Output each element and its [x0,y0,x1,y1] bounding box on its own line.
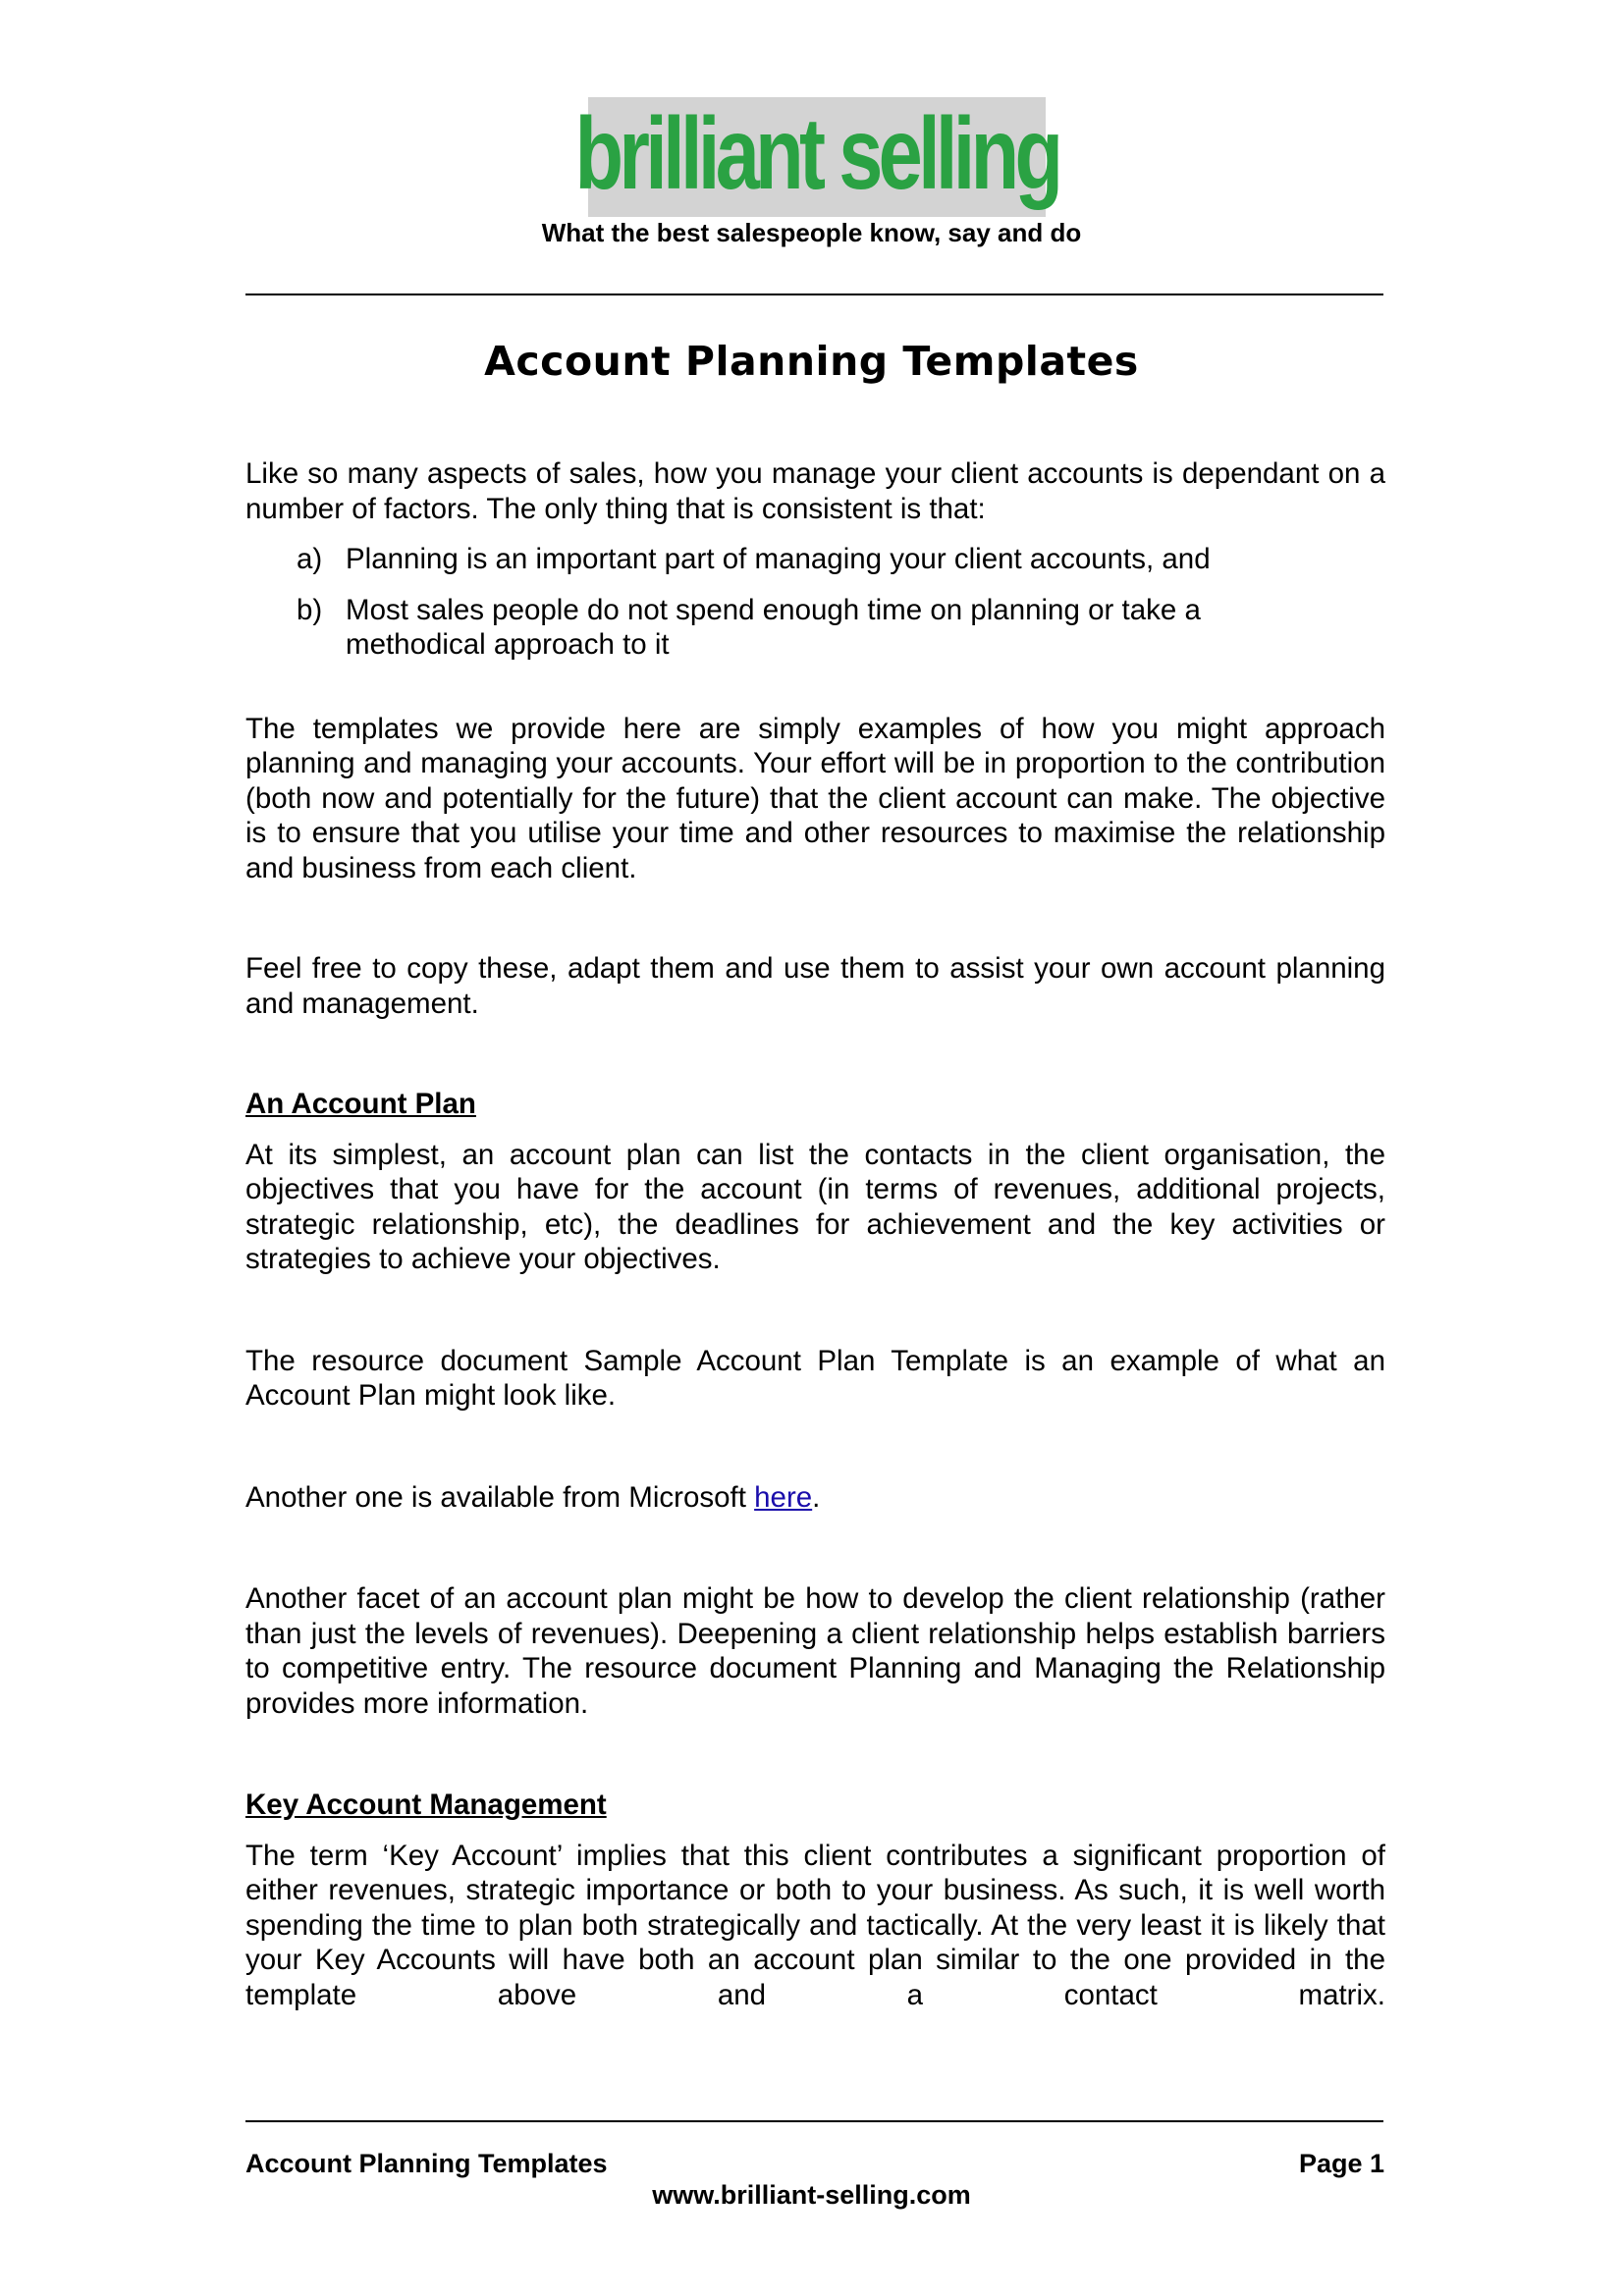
account-plan-heading: An Account Plan [245,1088,476,1120]
account-plan-paragraph-1: At its simplest, an account plan can list the contacts in the client organisation, the objectives that you have for the account (in terms of revenues, additional projects, strategic relationship, etc), the deadlines for achievement and the key activities or strategies to achieve your objectives. [245,1138,1385,1275]
footer-divider [245,2120,1383,2122]
copy-paragraph: Feel free to copy these, adapt them and use them to assist your own account planning and management. [245,952,1385,1020]
brand-logo [574,97,1059,217]
logo-text: brilliant selling [574,97,1059,211]
intro-paragraph: Like so many aspects of sales, how you manage your client accounts is dependant on a number of factors. The only thing that is consistent is that: [245,457,1385,525]
document-body [245,456,1385,2012]
footer-title: Account Planning Templates [245,2149,608,2178]
list-item-text: Planning is an important part of managing your client accounts, and [346,543,1211,575]
footer-url: www.brilliant-selling.com [652,2180,971,2210]
list-item-text: Most sales people do not spend enough time on planning or take a methodical approach to it [346,593,1201,661]
period-text: . [812,1480,821,1514]
intro-list [245,542,1385,663]
list-marker: b) [297,593,323,626]
list-item [245,593,1385,663]
key-account-heading: Key Account Management [245,1789,607,1821]
account-plan-paragraph-3 [245,1480,1385,1516]
header-divider [245,294,1383,295]
key-account-paragraph: The term ‘Key Account’ implies that this client contributes a significant proportion of either revenues, strategic importance or both to your business. As such, it is well worth spending the time to plan both strategically and tactically. At the very least it is likely that your Key Accounts will have both an account plan similar to the one provided in the template above and a contact matrix. [245,1839,1385,2011]
list-item [245,542,1385,577]
account-plan-paragraph-4: Another facet of an account plan might be how to develop the client relationship (rather than just the levels of revenues). Deepening a client relationship helps establish barriers to competitive entry. The resource document Planning and Managing the Relationship provides more information. [245,1582,1385,1720]
page-title: Account Planning Templates [484,338,1139,385]
list-marker: a) [297,543,323,575]
microsoft-text: Another one is available from Microsoft [245,1480,755,1514]
page-number: Page 1 [1298,2149,1384,2178]
account-plan-paragraph-2: The resource document Sample Account Plan Template is an example of what an Account Plan might look like. [245,1344,1385,1412]
templates-paragraph: The templates we provide here are simply examples of how you might approach planning and managing your accounts. Your effort will be in proportion to the contribution (both now and potentially for the future) that the client account can make. The objective is to ensure that you utilise your time and other resources to maximise the relationship and business from each client. [245,712,1385,884]
tagline: What the best salespeople know, say and do [541,218,1082,247]
microsoft-template-link[interactable]: here [754,1480,813,1514]
